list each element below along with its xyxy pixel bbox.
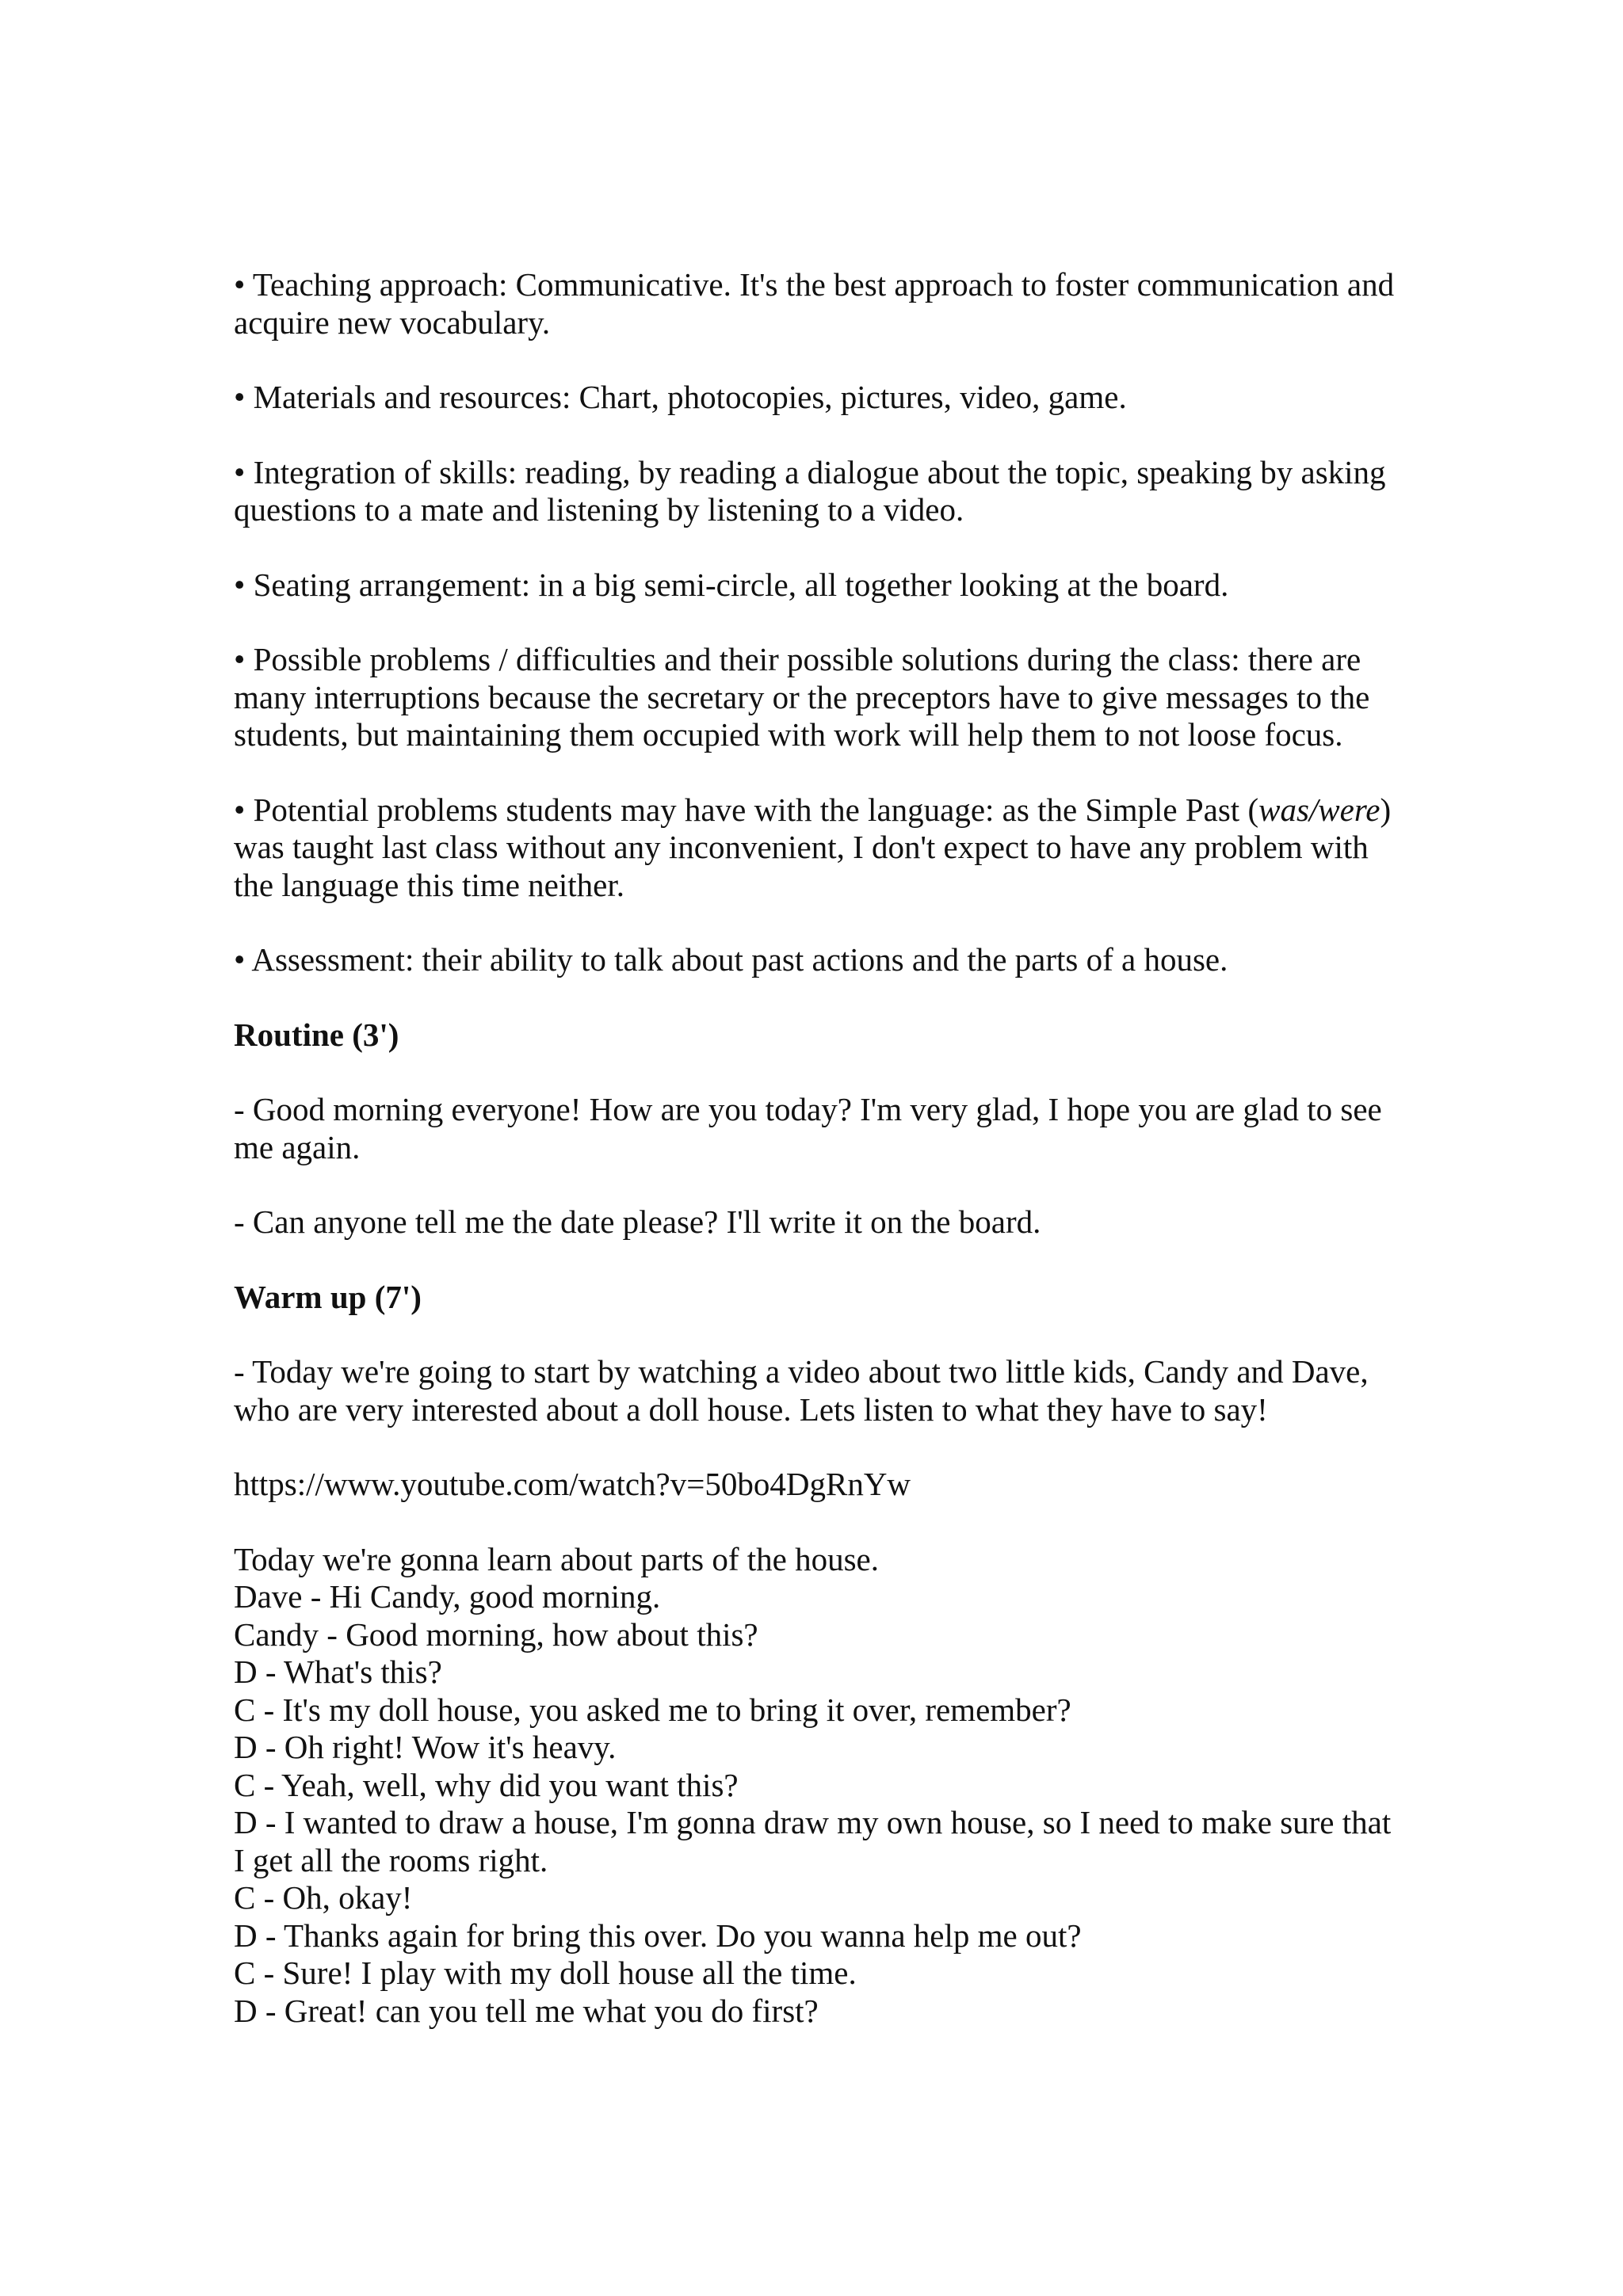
bullet-possible-problems: • Possible problems / difficulties and their possible solutions during the class: there are many interruptions because the secretary or the preceptors have to give messages to the students, but maintaining them occupied with work will help them to not loose focus. xyxy=(234,641,1370,753)
routine-line-greeting: - Good morning everyone! How are you today? I'm very glad, I hope you are glad to see me again. xyxy=(234,1091,1382,1165)
dialogue-line: C - It's my doll house, you asked me to bring it over, remember? xyxy=(234,1691,1071,1728)
warmup-heading: Warm up (7') xyxy=(234,1278,422,1315)
warmup-intro: - Today we're going to start by watching a video about two little kids, Candy and Dave, who are very interested about a doll house. Lets listen to what they have to say! xyxy=(234,1353,1369,1428)
bullet-language-problems xyxy=(234,791,1407,905)
dialogue-line: D - Great! can you tell me what you do first? xyxy=(234,1992,819,2029)
document-body xyxy=(234,266,1407,2030)
language-problems-italic: was/were xyxy=(1258,791,1381,828)
dialogue-line: C - Oh, okay! xyxy=(234,1879,413,1916)
dialogue-line: D - What's this? xyxy=(234,1653,442,1690)
dialogue-transcript xyxy=(234,1541,1407,2031)
language-problems-text-before: • Potential problems students may have with the language: as the Simple Past ( xyxy=(234,791,1259,828)
dialogue-line: D - Thanks again for bring this over. Do you wanna help me out? xyxy=(234,1917,1082,1954)
dialogue-line: Today we're gonna learn about parts of the house. xyxy=(234,1540,879,1577)
bullet-teaching-approach: • Teaching approach: Communicative. It's the best approach to foster communication and acquire new vocabulary. xyxy=(234,266,1395,341)
dialogue-line: D - I wanted to draw a house, I'm gonna draw my own house, so I need to make sure that I get all the rooms right. xyxy=(234,1804,1392,1878)
dialogue-line: C - Sure! I play with my doll house all the time. xyxy=(234,1955,857,1991)
dialogue-line: Dave - Hi Candy, good morning. xyxy=(234,1578,661,1615)
routine-line-date: - Can anyone tell me the date please? I'll write it on the board. xyxy=(234,1203,1041,1240)
routine-heading: Routine (3') xyxy=(234,1016,399,1053)
bullet-materials: • Materials and resources: Chart, photocopies, pictures, video, game. xyxy=(234,379,1127,415)
video-url: https://www.youtube.com/watch?v=50bo4DgRnYw xyxy=(234,1466,911,1502)
bullet-assessment: • Assessment: their ability to talk about past actions and the parts of a house. xyxy=(234,941,1228,978)
language-problems-text-after: ) was taught last class without any inconvenient, I don't expect to have any problem with the language this time neither. xyxy=(234,791,1392,903)
dialogue-line: D - Oh right! Wow it's heavy. xyxy=(234,1729,617,1765)
dialogue-line: Candy - Good morning, how about this? xyxy=(234,1615,758,1653)
bullet-integration-of-skills: • Integration of skills: reading, by reading a dialogue about the topic, speaking by asking questions to a mate and listening by listening to a video. xyxy=(234,453,1386,528)
bullet-seating-arrangement: • Seating arrangement: in a big semi-circle, all together looking at the board. xyxy=(234,566,1229,603)
dialogue-line: C - Yeah, well, why did you want this? xyxy=(234,1766,739,1803)
